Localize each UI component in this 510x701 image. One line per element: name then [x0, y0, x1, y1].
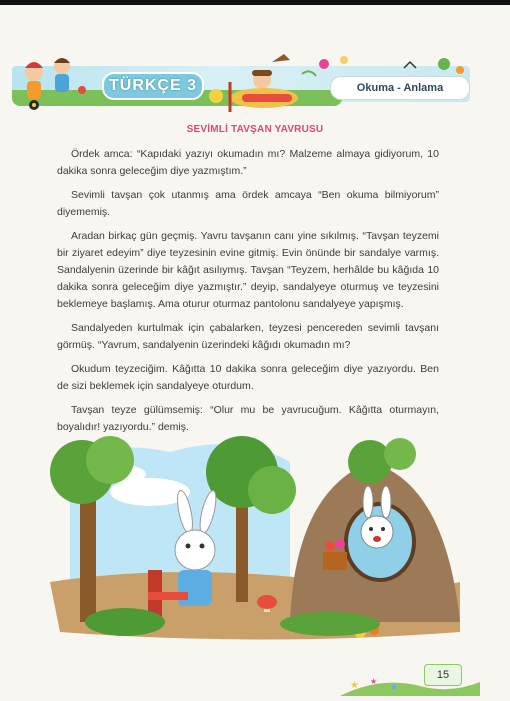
tree-foliage: [86, 436, 134, 484]
flower-pot-icon: [323, 552, 347, 570]
story-paragraph: Okudum teyzeciğim. Kâğıtta 10 dakika sonra geleceğim diye yazıyordu. Ben de sizi beklemek için sandalyeye oturdum.: [57, 363, 439, 392]
young-rabbit-face: [175, 530, 215, 570]
header-banner: [12, 50, 470, 120]
birds-flowers-icon: [304, 50, 470, 78]
subject-label: TÜRKÇE 3: [102, 72, 204, 100]
section-label: Okuma - Anlama: [330, 76, 470, 100]
tree-foliage: [248, 466, 296, 514]
bush-shape: [85, 608, 165, 636]
stump-foliage: [348, 440, 392, 484]
story-paragraph: Tavşan teyze gülümsemiş: “Olur mu be yavrucuğum. Kâğıtta oturmayın, boyalıdır! yazıyordu.” demiş.: [57, 404, 439, 433]
bush-shape: [280, 612, 380, 636]
page-number: 15: [424, 664, 462, 686]
story-paragraph: Aradan birkaç gün geçmiş. Yavru tavşanın canı yine sıkılmış. “Tavşan teyzemi bir ziyaret edeyim” diye teyzesinin evine gitmiş. Evin önünde bir sandalye varmış. Sandalyenin üzerinde bir kâğıt asılıymış. Tavşan “Teyzem, herhâlde bu kâğıda 10 dakika sonra geleceğim diye yazmıştır.” deyip, sandalyeye oturmuş ve teyzesini beklemeye başlamış. Ama oturur oturmaz pantolonu sandalyeye yapışmış.: [57, 230, 439, 310]
scan-top-edge: [0, 0, 510, 5]
svg-text:★: ★: [370, 677, 378, 686]
stump-foliage: [384, 438, 416, 470]
young-rabbit-overalls: [178, 570, 212, 606]
story-illustration: [40, 432, 470, 647]
children-illustration-icon: [14, 50, 94, 112]
story-paragraph: Sevimli tavşan çok utanmış ama ördek amcaya “Ben okuma bilmiyorum” diyememiş.: [57, 189, 439, 218]
tree-trunk: [80, 492, 96, 622]
aunt-rabbit-face: [361, 516, 393, 548]
story-body: [57, 146, 439, 443]
rabbit-ear: [381, 486, 391, 518]
story-paragraph: Sandalyeden kurtulmak için çabalarken, teyzesi pencereden sevimli tavşanı görmüş. “Yavrum, sandalyenin üzerindeki kâğıdı okumadın mı?: [57, 322, 439, 351]
tree-trunk: [236, 492, 248, 602]
svg-text:★: ★: [350, 680, 359, 691]
rabbit-ear: [363, 486, 373, 518]
story-title: SEVİMLİ TAVŞAN YAVRUSU: [186, 124, 324, 135]
story-paragraph: Ördek amca: “Kapıdaki yazıyı okumadın mı? Malzeme almaya gidiyorum, 10 dakika sonra geleceğim diye yazmıştım.”: [57, 148, 439, 177]
svg-text:★: ★: [390, 682, 399, 692]
